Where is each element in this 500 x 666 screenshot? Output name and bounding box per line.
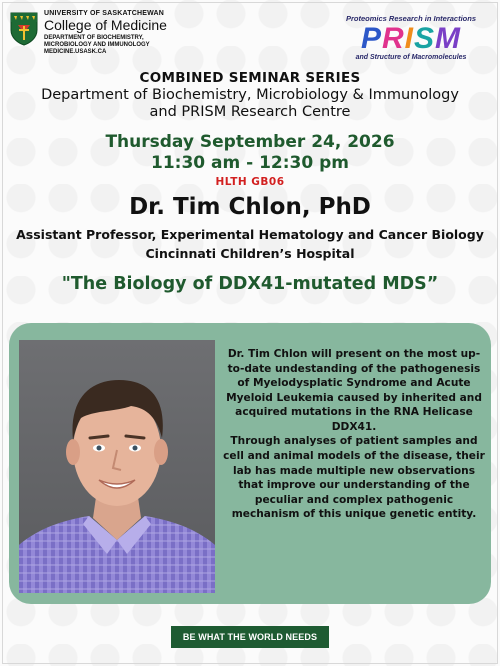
speaker-portrait-illustration [19, 340, 215, 593]
prism-letter: M [435, 22, 462, 55]
website-url: MEDICINE.USASK.CA [44, 48, 107, 55]
prism-letter: P [360, 22, 382, 55]
speaker-role: Assistant Professor, Experimental Hematology and Cancer Biology [16, 227, 484, 242]
department-line-1: DEPARTMENT OF BIOCHEMISTRY, [44, 35, 144, 42]
prism-tagline-top: Proteomics Research in Interactions [345, 14, 477, 23]
talk-title: "The Biology of DDX41-mutated MDS” [61, 274, 439, 294]
abstract-paragraph-1: Dr. Tim Chlon will present on the most up-to-date undestanding of the pathogenesis of Myelodysplatic Syndrome and Acute Myeloid Leukemia caused by inherited and acquired mutations in the RNA Helicase DDX41. [226, 348, 482, 433]
speaker-institution: Cincinnati Children’s Hospital [145, 246, 355, 261]
abstract-paragraph-2: Through analyses of patient samples and cell and animal models of the disease, their lab has made multiple new observations that improve our understanding of the peculiar and complex pathogenic mechanism of this unique genetic entity. [223, 435, 485, 521]
seminar-series: COMBINED SEMINAR SERIES [139, 70, 361, 86]
footer-tagline: BE WHAT THE WORLD NEEDS [171, 626, 329, 648]
prism-letter: I [404, 22, 414, 55]
host-department-line-1: Department of Biochemistry, Microbiology & Immunology [41, 87, 459, 103]
prism-tagline-bottom: and Structure of Macromolecules [355, 54, 467, 61]
speaker-name: Dr. Tim Chlon, PhD [129, 194, 371, 220]
event-room: HLTH GB06 [215, 176, 285, 188]
event-time: 11:30 am - 12:30 pm [150, 153, 350, 173]
usask-logo [10, 10, 167, 55]
prism-logo [336, 14, 486, 61]
event-date: Thursday September 24, 2026 [105, 132, 395, 152]
prism-letter: R [381, 22, 405, 55]
prism-wordmark [336, 24, 486, 54]
shield-icon [10, 12, 38, 46]
speaker-photo [19, 340, 215, 593]
prism-letter: S [414, 22, 436, 55]
department-line-2: MICROBIOLOGY AND IMMUNOLOGY [44, 41, 150, 48]
university-name: UNIVERSITY OF SASKATCHEWAN [44, 10, 165, 17]
host-department-line-2: and PRISM Research Centre [149, 104, 351, 120]
talk-abstract [220, 347, 488, 522]
college-name: College of Medicine [44, 17, 167, 34]
department-line [44, 35, 167, 49]
